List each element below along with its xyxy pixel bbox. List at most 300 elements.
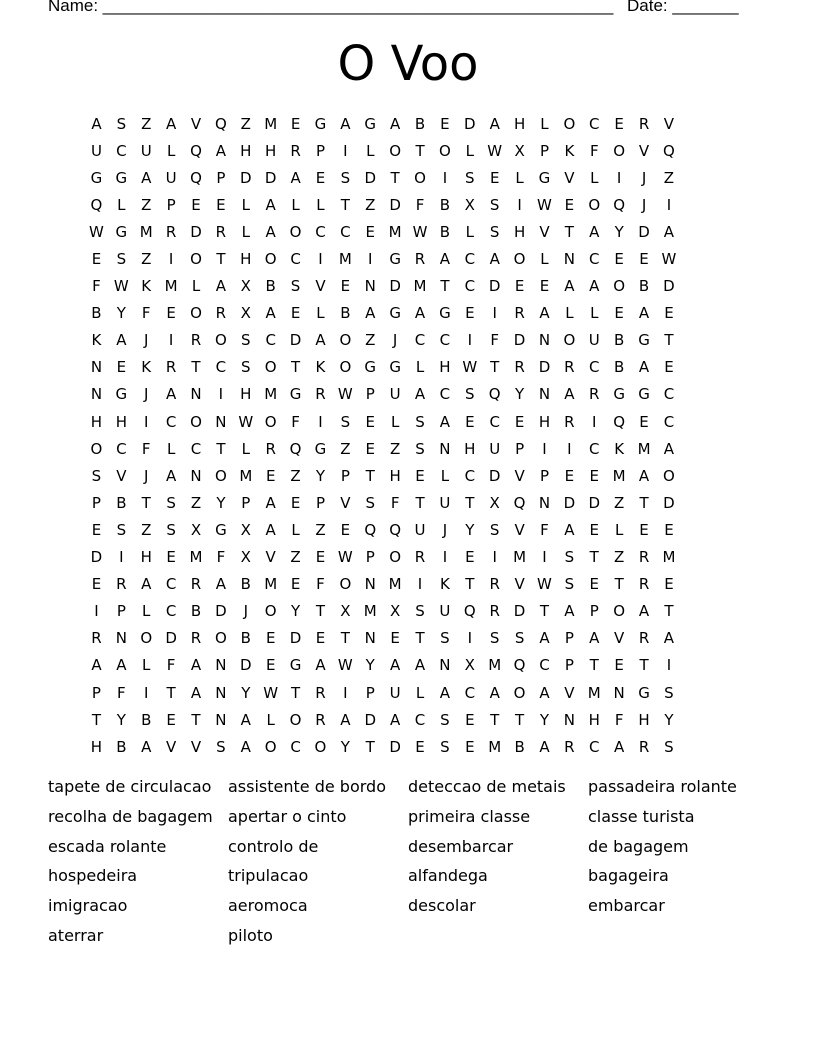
- grid-cell: T: [564, 222, 574, 241]
- grid-cell: X: [464, 656, 475, 675]
- grid-cell: O: [190, 304, 202, 323]
- grid-cell: I: [467, 629, 473, 648]
- name-field-label: Name: ______________________________________________________: [48, 0, 614, 15]
- grid-cell: J: [641, 168, 647, 187]
- grid-cell: E: [166, 304, 176, 323]
- grid-cell: B: [340, 304, 351, 323]
- grid-cell: P: [116, 602, 126, 621]
- grid-cell: T: [415, 493, 425, 512]
- grid-cell: I: [592, 412, 597, 431]
- grid-cell: C: [464, 466, 476, 485]
- grid-cell: G: [613, 385, 625, 404]
- grid-cell: T: [290, 358, 301, 377]
- grid-cell: O: [339, 575, 352, 594]
- grid-row: [84, 435, 732, 462]
- grid-cell: T: [191, 710, 201, 729]
- grid-cell: E: [614, 656, 624, 675]
- grid-row: [84, 733, 732, 760]
- grid-cell: A: [489, 683, 500, 702]
- grid-cell: G: [115, 385, 128, 404]
- grid-cell: E: [415, 737, 425, 756]
- grid-cell: V: [638, 141, 650, 160]
- grid-row: [84, 706, 732, 733]
- grid-cell: O: [563, 331, 576, 350]
- grid-cell: V: [614, 629, 625, 648]
- grid-cell: Z: [141, 114, 152, 133]
- grid-cell: E: [116, 358, 127, 377]
- grid-cell: A: [564, 277, 575, 296]
- grid-cell: Y: [539, 710, 550, 729]
- grid-cell: Q: [663, 141, 675, 160]
- grid-cell: V: [514, 575, 525, 594]
- grid-cell: P: [216, 168, 226, 187]
- grid-cell: Y: [116, 710, 126, 729]
- grid-cell: P: [340, 466, 350, 485]
- grid-cell: G: [314, 114, 327, 133]
- grid-cell: S: [241, 331, 251, 350]
- grid-cell: R: [514, 304, 525, 323]
- grid-row: [84, 273, 732, 300]
- grid-cell: O: [389, 141, 402, 160]
- grid-cell: T: [191, 358, 201, 377]
- grid-cell: F: [415, 195, 425, 214]
- grid-cell: V: [539, 222, 550, 241]
- grid-cell: A: [290, 168, 301, 187]
- grid-cell: A: [265, 304, 276, 323]
- grid-cell: C: [165, 575, 177, 594]
- grid-cell: Q: [488, 385, 501, 404]
- grid-row: [84, 218, 732, 245]
- grid-cell: E: [365, 439, 375, 458]
- grid-cell: E: [290, 575, 301, 594]
- grid-cell: E: [340, 277, 351, 296]
- grid-cell: B: [614, 358, 625, 377]
- grid-cell: Z: [663, 168, 675, 187]
- grid-cell: S: [440, 629, 450, 648]
- grid-cell: O: [513, 250, 526, 269]
- grid-cell: R: [165, 222, 177, 241]
- grid-cell: E: [290, 493, 301, 512]
- grid-cell: P: [241, 493, 251, 512]
- grid-cell: T: [290, 683, 301, 702]
- grid-cell: E: [91, 250, 102, 269]
- grid-cell: I: [542, 439, 547, 458]
- grid-cell: E: [614, 114, 624, 133]
- grid-cell: R: [589, 385, 600, 404]
- grid-cell: F: [540, 520, 549, 539]
- grid-cell: R: [564, 412, 575, 431]
- grid-cell: M: [264, 114, 278, 133]
- grid-cell: E: [465, 412, 475, 431]
- grid-cell: M: [388, 222, 402, 241]
- grid-cell: I: [94, 602, 99, 621]
- grid-cell: E: [265, 629, 276, 648]
- grid-cell: A: [439, 683, 451, 702]
- grid-cell: A: [91, 656, 102, 675]
- grid-row: [84, 191, 732, 218]
- grid-cell: B: [141, 710, 152, 729]
- grid-cell: T: [515, 710, 525, 729]
- grid-cell: A: [141, 168, 152, 187]
- grid-cell: M: [139, 222, 153, 241]
- grid-cell: H: [638, 710, 650, 729]
- grid-cell: A: [439, 250, 451, 269]
- grid-cell: T: [141, 493, 151, 512]
- word-list-item: alfandega: [408, 866, 488, 886]
- grid-cell: A: [564, 602, 575, 621]
- grid-cell: O: [513, 683, 526, 702]
- grid-cell: D: [389, 277, 401, 296]
- grid-cell: O: [190, 250, 202, 269]
- grid-cell: E: [265, 466, 276, 485]
- grid-cell: F: [141, 304, 151, 323]
- grid-cell: L: [316, 304, 325, 323]
- grid-cell: B: [439, 222, 451, 241]
- grid-cell: A: [564, 520, 575, 539]
- grid-cell: W: [537, 195, 552, 214]
- grid-cell: Y: [216, 493, 226, 512]
- grid-cell: S: [116, 520, 127, 539]
- letter-grid: [84, 110, 732, 760]
- grid-cell: C: [414, 331, 426, 350]
- grid-cell: E: [465, 304, 475, 323]
- grid-cell: I: [368, 250, 373, 269]
- grid-cell: Y: [664, 710, 674, 729]
- grid-cell: Q: [190, 168, 202, 187]
- grid-cell: S: [564, 575, 575, 594]
- grid-cell: P: [539, 466, 549, 485]
- grid-cell: L: [166, 439, 176, 458]
- grid-cell: B: [190, 602, 202, 621]
- grid-cell: D: [513, 331, 526, 350]
- grid-cell: A: [265, 493, 276, 512]
- grid-cell: W: [337, 385, 353, 404]
- grid-cell: T: [465, 493, 475, 512]
- grid-cell: E: [564, 195, 575, 214]
- grid-cell: N: [364, 277, 376, 296]
- grid-cell: A: [539, 304, 550, 323]
- grid-cell: P: [166, 195, 176, 214]
- grid-cell: I: [168, 331, 174, 350]
- grid-cell: Q: [463, 602, 476, 621]
- grid-cell: I: [318, 412, 323, 431]
- grid-cell: L: [117, 195, 126, 214]
- grid-cell: S: [664, 683, 674, 702]
- grid-cell: O: [289, 222, 302, 241]
- grid-cell: E: [639, 250, 649, 269]
- grid-cell: I: [517, 195, 522, 214]
- grid-cell: A: [638, 466, 650, 485]
- grid-cell: B: [116, 493, 127, 512]
- grid-cell: A: [190, 683, 202, 702]
- grid-row: [84, 245, 732, 272]
- grid-cell: A: [165, 385, 177, 404]
- grid-cell: D: [289, 629, 302, 648]
- grid-cell: E: [216, 195, 226, 214]
- grid-cell: C: [663, 385, 675, 404]
- grid-cell: T: [589, 548, 599, 567]
- grid-cell: H: [464, 439, 476, 458]
- grid-cell: B: [614, 331, 625, 350]
- grid-cell: D: [513, 602, 526, 621]
- grid-cell: Y: [515, 385, 525, 404]
- grid-cell: U: [439, 602, 451, 621]
- grid-cell: R: [564, 358, 575, 377]
- grid-cell: Z: [290, 548, 301, 567]
- grid-cell: M: [513, 548, 527, 567]
- grid-cell: U: [165, 168, 177, 187]
- grid-cell: A: [638, 304, 650, 323]
- grid-cell: P: [515, 439, 525, 458]
- grid-cell: O: [613, 602, 626, 621]
- grid-cell: A: [539, 737, 550, 756]
- grid-cell: E: [664, 575, 674, 594]
- grid-cell: Z: [389, 439, 401, 458]
- grid-cell: R: [489, 575, 500, 594]
- grid-cell: Z: [340, 439, 351, 458]
- grid-cell: L: [465, 222, 474, 241]
- grid-cell: S: [415, 439, 425, 458]
- grid-cell: W: [263, 683, 279, 702]
- grid-cell: K: [141, 277, 152, 296]
- grid-cell: T: [639, 493, 649, 512]
- grid-cell: T: [664, 331, 674, 350]
- grid-cell: W: [238, 412, 254, 431]
- grid-cell: D: [563, 493, 576, 512]
- word-list: [48, 777, 768, 956]
- word-list-item: tapete de circulacao: [48, 777, 212, 796]
- grid-cell: S: [489, 629, 500, 648]
- grid-cell: Q: [613, 195, 626, 214]
- grid-cell: W: [412, 222, 428, 241]
- grid-cell: A: [390, 710, 401, 729]
- grid-cell: R: [190, 629, 202, 648]
- grid-cell: Z: [190, 493, 202, 512]
- word-list-item: aterrar: [48, 925, 104, 945]
- grid-cell: O: [314, 737, 327, 756]
- grid-cell: O: [264, 250, 277, 269]
- grid-cell: M: [587, 683, 601, 702]
- grid-cell: N: [538, 385, 551, 404]
- grid-cell: X: [464, 195, 475, 214]
- grid-cell: L: [316, 195, 325, 214]
- grid-cell: L: [166, 141, 176, 160]
- grid-cell: L: [366, 141, 375, 160]
- grid-cell: R: [116, 575, 127, 594]
- word-list-item: apertar o cinto: [228, 806, 347, 826]
- grid-row: [84, 598, 732, 625]
- grid-cell: O: [190, 412, 202, 431]
- grid-cell: L: [191, 277, 201, 296]
- grid-cell: C: [489, 412, 500, 431]
- grid-cell: D: [289, 331, 302, 350]
- grid-cell: L: [266, 710, 275, 729]
- grid-cell: S: [241, 358, 251, 377]
- grid-cell: H: [439, 358, 451, 377]
- grid-cell: O: [90, 439, 103, 458]
- grid-cell: T: [340, 629, 350, 648]
- grid-cell: N: [538, 331, 551, 350]
- word-list-item: passadeira rolante: [588, 777, 737, 796]
- grid-cell: A: [215, 277, 227, 296]
- grid-row: [84, 489, 732, 516]
- grid-cell: G: [289, 385, 302, 404]
- grid-cell: A: [190, 656, 202, 675]
- grid-cell: E: [315, 629, 326, 648]
- grid-cell: G: [90, 168, 103, 187]
- grid-row: [84, 110, 732, 137]
- grid-cell: E: [166, 710, 176, 729]
- grid-cell: O: [339, 358, 352, 377]
- grid-cell: B: [638, 277, 650, 296]
- grid-cell: P: [365, 385, 375, 404]
- grid-cell: K: [315, 358, 326, 377]
- grid-cell: D: [663, 277, 675, 296]
- word-list-item: desembarcar: [408, 836, 514, 856]
- grid-cell: F: [291, 412, 300, 431]
- grid-cell: A: [315, 331, 326, 350]
- grid-cell: V: [564, 168, 575, 187]
- grid-cell: Z: [141, 520, 152, 539]
- word-list-item: imigracao: [48, 896, 128, 916]
- grid-cell: N: [90, 385, 103, 404]
- grid-cell: E: [290, 114, 301, 133]
- grid-cell: H: [140, 548, 152, 567]
- grid-cell: S: [116, 114, 127, 133]
- grid-cell: R: [215, 222, 227, 241]
- word-list-item: bagageira: [588, 866, 669, 886]
- grid-cell: V: [564, 683, 575, 702]
- grid-cell: T: [216, 439, 226, 458]
- grid-cell: H: [240, 385, 252, 404]
- grid-cell: R: [638, 548, 650, 567]
- grid-cell: Q: [190, 141, 202, 160]
- grid-cell: F: [614, 710, 624, 729]
- grid-cell: R: [265, 439, 276, 458]
- grid-cell: B: [116, 737, 127, 756]
- grid-cell: M: [612, 466, 626, 485]
- grid-cell: S: [465, 385, 475, 404]
- word-list-item: deteccao de metais: [408, 777, 566, 796]
- grid-row: [84, 462, 732, 489]
- grid-cell: B: [414, 114, 426, 133]
- grid-cell: N: [190, 466, 202, 485]
- grid-cell: A: [265, 195, 276, 214]
- grid-cell: S: [415, 602, 425, 621]
- grid-cell: S: [340, 412, 351, 431]
- grid-cell: C: [190, 439, 202, 458]
- grid-cell: G: [389, 358, 401, 377]
- grid-cell: N: [563, 250, 575, 269]
- grid-cell: R: [414, 250, 426, 269]
- grid-cell: W: [113, 277, 129, 296]
- grid-cell: O: [264, 358, 277, 377]
- grid-cell: A: [240, 710, 251, 729]
- grid-cell: T: [440, 277, 450, 296]
- grid-cell: P: [91, 493, 101, 512]
- grid-cell: A: [539, 629, 550, 648]
- grid-cell: R: [638, 629, 650, 648]
- word-list-item: descolar: [408, 896, 476, 916]
- grid-cell: Z: [141, 250, 152, 269]
- grid-cell: M: [264, 385, 278, 404]
- grid-cell: P: [589, 602, 599, 621]
- grid-cell: E: [365, 412, 375, 431]
- grid-cell: I: [343, 683, 348, 702]
- grid-cell: D: [215, 602, 227, 621]
- grid-cell: C: [116, 439, 127, 458]
- grid-cell: N: [439, 656, 451, 675]
- grid-cell: G: [314, 439, 327, 458]
- grid-cell: I: [492, 304, 497, 323]
- grid-cell: L: [241, 439, 250, 458]
- grid-cell: A: [663, 439, 675, 458]
- grid-cell: W: [537, 575, 552, 594]
- grid-cell: B: [91, 304, 102, 323]
- grid-cell: I: [343, 141, 348, 160]
- grid-cell: E: [639, 412, 649, 431]
- grid-cell: R: [290, 141, 301, 160]
- grid-cell: M: [264, 575, 278, 594]
- grid-cell: C: [589, 737, 600, 756]
- grid-cell: T: [664, 602, 674, 621]
- grid-cell: N: [115, 629, 127, 648]
- grid-cell: E: [265, 656, 276, 675]
- grid-cell: P: [315, 493, 325, 512]
- grid-cell: Y: [614, 222, 624, 241]
- grid-cell: G: [638, 683, 650, 702]
- grid-cell: T: [490, 358, 500, 377]
- grid-cell: A: [589, 222, 600, 241]
- grid-cell: L: [241, 195, 250, 214]
- grid-cell: W: [661, 250, 677, 269]
- grid-cell: V: [663, 114, 675, 133]
- grid-cell: C: [165, 602, 177, 621]
- grid-cell: A: [141, 737, 152, 756]
- grid-cell: Y: [340, 737, 350, 756]
- grid-cell: E: [390, 629, 400, 648]
- grid-cell: L: [565, 304, 574, 323]
- grid-cell: N: [190, 385, 202, 404]
- grid-cell: C: [663, 412, 675, 431]
- grid-cell: A: [489, 114, 500, 133]
- grid-cell: T: [465, 575, 475, 594]
- grid-cell: C: [464, 250, 476, 269]
- grid-cell: L: [614, 520, 624, 539]
- grid-cell: A: [265, 520, 276, 539]
- grid-cell: O: [389, 548, 402, 567]
- grid-cell: A: [638, 602, 650, 621]
- grid-cell: U: [414, 520, 426, 539]
- grid-cell: A: [165, 466, 177, 485]
- grid-cell: Z: [290, 466, 301, 485]
- grid-cell: Y: [465, 520, 475, 539]
- grid-cell: A: [663, 629, 675, 648]
- grid-cell: O: [663, 466, 675, 485]
- grid-cell: M: [388, 575, 402, 594]
- grid-cell: N: [563, 710, 575, 729]
- grid-cell: E: [465, 737, 475, 756]
- grid-cell: C: [265, 331, 276, 350]
- grid-cell: I: [119, 548, 124, 567]
- grid-cell: F: [216, 548, 226, 567]
- grid-cell: C: [290, 250, 301, 269]
- grid-cell: R: [315, 385, 326, 404]
- grid-cell: S: [489, 195, 500, 214]
- grid-cell: U: [389, 683, 401, 702]
- grid-cell: U: [140, 141, 152, 160]
- grid-cell: M: [488, 737, 502, 756]
